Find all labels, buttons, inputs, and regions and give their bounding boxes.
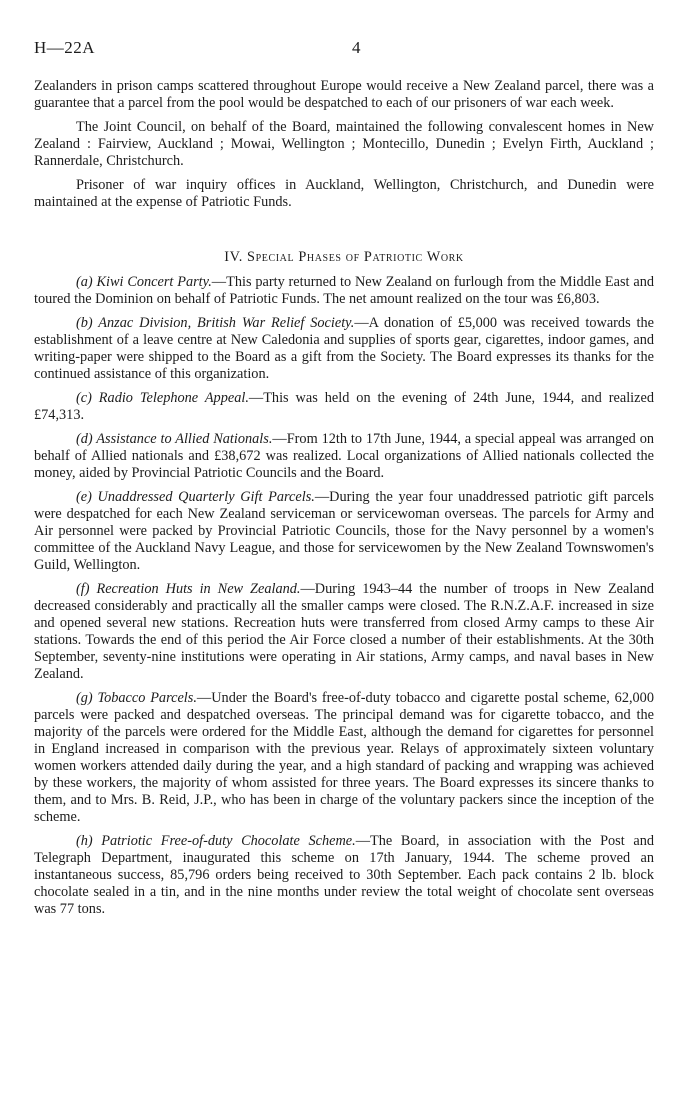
item-text: —From 12th to 17th June, 1944, a special appeal was arranged on behalf of Allied nationals and £38,672 was realized. Local organizations of Allied nationals collected the money, aided by Provincial Patriotic Councils and the Board. [34, 431, 654, 481]
intro-paragraph: Zealanders in prison camps scattered throughout Europe would receive a New Zealand parcel, there was a guarantee that a parcel from the pool would be despatched to each of our prisoners of war each week. [34, 78, 654, 111]
item-text: —This was held on the evening of 24th June, 1944, and realized £74,313. [34, 390, 654, 423]
item-label: (f) Recreation Huts in New Zealand. [76, 581, 301, 597]
item-label: (d) Assistance to Allied Nationals. [76, 431, 273, 447]
section-item-c [34, 390, 654, 424]
section-item-e [34, 489, 654, 574]
item-label: (g) Tobacco Parcels. [76, 690, 197, 706]
section-heading: IV. Special Phases of Patriotic Work [224, 249, 464, 265]
section-item-a [34, 274, 654, 308]
section-item-b [34, 315, 654, 383]
document-id: H—22A [34, 38, 96, 57]
section-item-h [34, 833, 654, 918]
item-text: —This party returned to New Zealand on furlough from the Middle East and toured the Dominion on behalf of Patriotic Funds. The net amount realized on the tour was £6,803. [34, 274, 654, 307]
document-body [34, 78, 654, 925]
item-label: (a) Kiwi Concert Party. [76, 274, 212, 290]
section-item-f [34, 581, 654, 683]
item-text: —During 1943–44 the number of troops in New Zealand decreased considerably and practically all the smaller camps were closed. The R.N.Z.A.F. increased in size and opened several new stations. Recreation huts were transferred from closed Army camps to these Air stations. Towards the end of this period the Air Force closed a number of their establishments. At the 30th September, seventy-nine institutions were operating in Air stations, Army camps, and naval bases in New Zealand. [34, 581, 654, 682]
item-text: —A donation of £5,000 was received towards the establishment of a leave centre at New Caledonia and supplies of sports gear, cigarettes, indoor games, and writing-paper were shipped to the Board as a gift from the Society. The Board expresses its thanks for the continued assistance of this organization. [34, 315, 654, 382]
item-text: —The Board, in association with the Post and Telegraph Department, inaugurated this scheme on 17th January, 1944. The scheme proved an instantaneous success, 85,796 orders being received to 30th September. Each pack contains 2 lb. block chocolate sealed in a tin, and in the nine months under review the total weight of chocolate sent overseas was 77 tons. [34, 833, 654, 917]
intro-paragraph: Prisoner of war inquiry offices in Auckland, Wellington, Christchurch, and Dunedin were maintained at the expense of Patriotic Funds. [34, 177, 654, 210]
section-item-g [34, 690, 654, 826]
item-text: —Under the Board's free-of-duty tobacco and cigarette postal scheme, 62,000 parcels were packed and despatched overseas. The principal demand was for cigarette tobacco, and the majority of the parcels were ordered for the Middle East, although the demand for cigarettes for personnel in England increased in comparison with the previous year. Relays of approximately sixteen voluntary women workers attended daily during the year, and a high standard of packing and wrapping was achieved by these workers, the majority of whom assisted for three years. The Board expresses its sincere thanks to them, and to Mrs. B. Reid, J.P., who has been in charge of the voluntary packers since the inception of the scheme. [34, 690, 654, 825]
item-label: (b) Anzac Division, British War Relief Society. [76, 315, 355, 331]
item-label: (h) Patriotic Free-of-duty Chocolate Scheme. [76, 833, 356, 849]
page-header [34, 38, 666, 62]
section-item-d [34, 431, 654, 482]
page-number: 4 [352, 38, 361, 57]
intro-paragraph: The Joint Council, on behalf of the Board, maintained the following convalescent homes in New Zealand : Fairview, Auckland ; Mowai, Wellington ; Montecillo, Dunedin ; Evelyn Firth, Auckland ; Rannerdale, Christchurch. [34, 119, 654, 169]
item-label: (e) Unaddressed Quarterly Gift Parcels. [76, 489, 315, 505]
item-label: (c) Radio Telephone Appeal. [76, 390, 249, 406]
item-text: —During the year four unaddressed patriotic gift parcels were despatched for each New Zealand serviceman or servicewoman overseas. The parcels for Army and Air personnel were packed by Provincial Patriotic Councils, those for the Navy personnel by a women's committee of the Auckland Navy League, and those for servicewomen by the New Zealand Townswomen's Guild, Wellington. [34, 489, 654, 573]
